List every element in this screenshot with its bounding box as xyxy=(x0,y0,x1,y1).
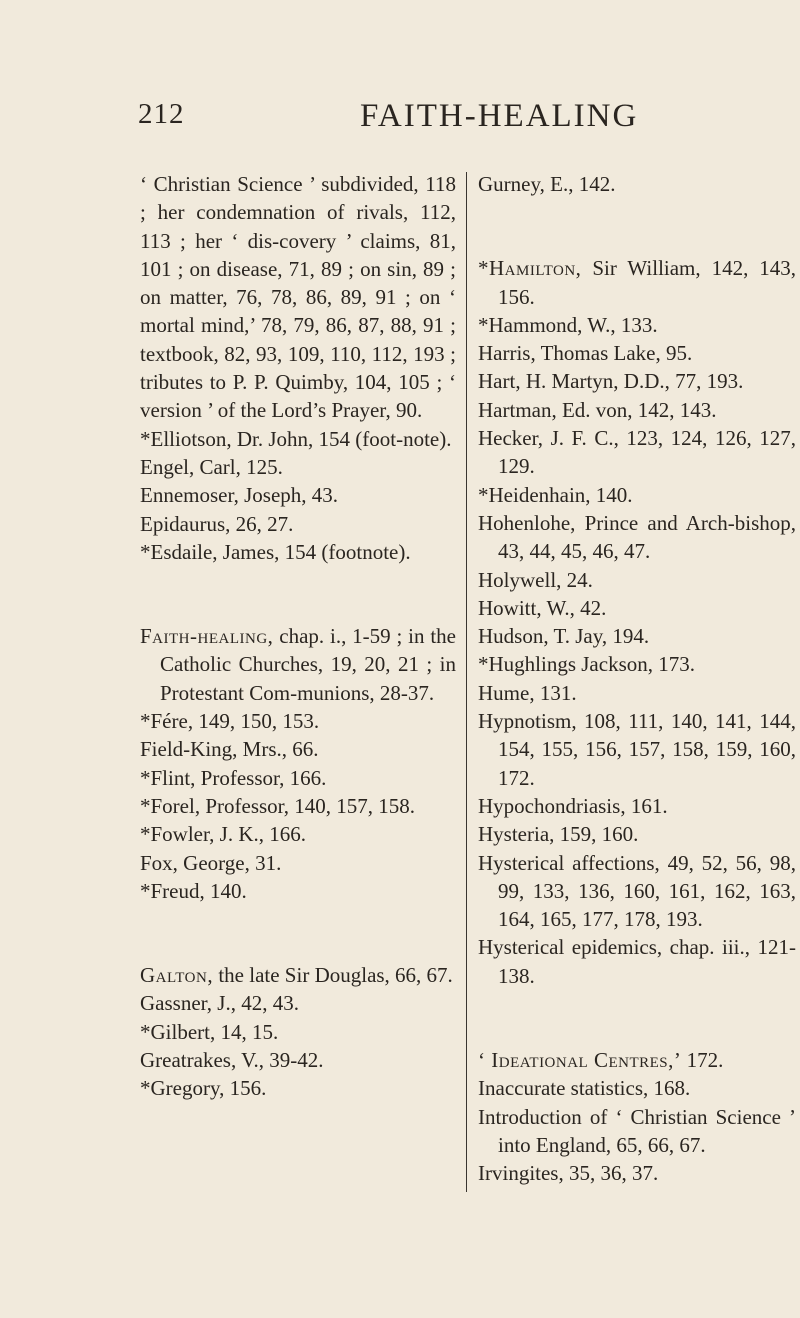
index-entry-text: Hecker, J. F. C., 123, 124, 126, 127, 129. xyxy=(478,426,796,479)
index-entry xyxy=(140,849,456,877)
index-entry-text: ‘ Christian Science ’ subdivided, 118 ; her condemnation of rivals, 112, 113 ; her ‘ dis-covery ’ claims, 81, 101 ; on disease, 71, 89 ; on sin, 89 ; on matter, 76, 78, 86, 89, 91 ; on ‘ mortal mind,’ 78, 79, 86, 87, 88, 91 ; textbook, 82, 93, 109, 110, 112, 193 ; tributes to P. P. Quimby, 104, 105 ; ‘ version ’ of the Lord’s Prayer, 90. xyxy=(140,172,456,423)
index-entry xyxy=(140,425,456,453)
index-entry xyxy=(140,538,456,566)
index-entry xyxy=(478,566,796,594)
index-entry-text: Hysteria, 159, 160. xyxy=(478,822,639,847)
index-entry-text: Ennemoser, Joseph, 43. xyxy=(140,483,339,508)
index-entry-text: Harris, Thomas Lake, 95. xyxy=(478,341,693,366)
index-entry xyxy=(140,820,456,848)
index-entry-text: Gassner, J., 42, 43. xyxy=(140,991,299,1016)
index-entry xyxy=(478,594,796,622)
index-entry xyxy=(478,849,796,934)
index-column-right xyxy=(478,170,796,1188)
index-entry xyxy=(478,650,796,678)
index-entry xyxy=(478,679,796,707)
index-entry xyxy=(478,707,796,792)
index-entry-text: *Fowler, J. K., 166. xyxy=(140,822,306,847)
index-entry-text: *Hammond, W., 133. xyxy=(478,312,658,337)
index-entry-text: *Forel, Professor, 140, 157, 158. xyxy=(140,793,416,818)
index-entry-text: Hartman, Ed. von, 142, 143. xyxy=(478,397,717,422)
section-gap xyxy=(478,990,796,1046)
index-entry xyxy=(478,622,796,650)
index-entry-text: *Elliotson, Dr. John, 154 (foot-note). xyxy=(140,426,452,451)
index-entry-text: Hart, H. Martyn, D.D., 77, 193. xyxy=(478,369,744,394)
page-header xyxy=(0,98,800,138)
index-entry xyxy=(478,933,796,990)
index-entry xyxy=(140,453,456,481)
index-entry-text: Hudson, T. Jay, 194. xyxy=(478,624,650,649)
index-entry-text: *Flint, Professor, 166. xyxy=(140,765,327,790)
section-gap xyxy=(478,198,796,254)
index-entry-text: Hume, 131. xyxy=(478,680,577,705)
index-entry xyxy=(478,311,796,339)
index-entry xyxy=(478,509,796,566)
index-entry-text: Hysterical epidemics, chap. iii., 121-138. xyxy=(478,935,796,988)
running-title: FAITH-HEALING xyxy=(360,98,639,134)
index-entry-text: Hypochondriasis, 161. xyxy=(478,793,668,818)
index-entry xyxy=(140,1046,456,1074)
column-divider xyxy=(466,172,467,1192)
index-section-head-entry xyxy=(478,254,796,311)
index-entry-text: Hypnotism, 108, 111, 140, 141, 144, 154, 155, 156, 157, 158, 159, 160, 172. xyxy=(478,709,796,790)
index-entry xyxy=(478,396,796,424)
index-entry-text: *Freud, 140. xyxy=(140,878,247,903)
index-entry xyxy=(140,1074,456,1102)
index-entry xyxy=(478,481,796,509)
index-entry xyxy=(478,1103,796,1160)
index-entry-text: Epidaurus, 26, 27. xyxy=(140,511,294,536)
index-entry-text: *Heidenhain, 140. xyxy=(478,482,633,507)
index-entry xyxy=(140,510,456,538)
section-gap xyxy=(140,566,456,622)
index-entry-text: Inaccurate statistics, 168. xyxy=(478,1076,691,1101)
index-entry-text: *Hughlings Jackson, 173. xyxy=(478,652,695,677)
index-entry xyxy=(478,339,796,367)
index-entry xyxy=(140,989,456,1017)
index-entry-text: *Esdaile, James, 154 (footnote). xyxy=(140,539,411,564)
index-entry-text: Hohenlohe, Prince and Arch-bishop, 43, 44, 45, 46, 47. xyxy=(478,510,796,564)
index-entry xyxy=(140,170,456,425)
index-entry xyxy=(478,1159,796,1187)
index-entry-text: Sir William, 142, 143, 156. xyxy=(498,256,796,309)
index-entry xyxy=(140,764,456,792)
index-entry-text: Irvingites, 35, 36, 37. xyxy=(478,1161,659,1186)
index-entry-text: the late Sir Douglas, 66, 67. xyxy=(213,963,453,988)
index-entry-text: Gurney, E., 142. xyxy=(478,172,616,196)
index-entry-lead: Faith-healing, xyxy=(140,624,274,649)
index-entry-lead: ‘ Ideational Centres,’ xyxy=(478,1048,682,1073)
index-section-head-entry xyxy=(140,622,456,707)
index-entry xyxy=(478,1074,796,1102)
index-entry-lead: *Hamilton, xyxy=(478,256,582,281)
index-entry-text: Fox, George, 31. xyxy=(140,850,282,875)
index-entry-text: Greatrakes, V., 39-42. xyxy=(140,1048,324,1073)
index-column-left xyxy=(140,170,456,1103)
index-entry xyxy=(140,481,456,509)
page-number: 212 xyxy=(138,98,185,130)
index-entry xyxy=(140,877,456,905)
index-entry xyxy=(140,1018,456,1046)
index-entry-lead: Galton, xyxy=(140,963,214,988)
index-entry-text: Holywell, 24. xyxy=(478,567,593,592)
index-entry xyxy=(478,367,796,395)
index-section-head-entry xyxy=(140,961,456,989)
index-entry xyxy=(478,792,796,820)
index-entry-text: chap. i., 1-59 ; in the Catholic Churches, 19, 20, 21 ; in Protestant Com-munions, 28-37. xyxy=(160,624,456,705)
index-entry-text: Field-King, Mrs., 66. xyxy=(140,737,319,762)
index-entry-text: *Gregory, 156. xyxy=(140,1076,267,1101)
index-section-head-entry xyxy=(478,1046,796,1074)
index-entry-text: *Fére, 149, 150, 153. xyxy=(140,709,320,734)
index-entry xyxy=(478,820,796,848)
index-entry-text: Engel, Carl, 125. xyxy=(140,454,283,479)
index-entry xyxy=(478,424,796,481)
index-entry-text: Introduction of ‘ Christian Science ’ into England, 65, 66, 67. xyxy=(478,1104,796,1157)
index-entry-text: 172. xyxy=(681,1048,724,1073)
index-entry xyxy=(140,735,456,763)
index-entry-text: Howitt, W., 42. xyxy=(478,595,607,620)
section-gap xyxy=(140,905,456,961)
index-entry xyxy=(140,707,456,735)
index-entry-text: Hysterical affections, 49, 52, 56, 98, 99, 133, 136, 160, 161, 162, 163, 164, 165, 177, 178, 193. xyxy=(478,850,796,932)
index-entry xyxy=(140,792,456,820)
index-entry xyxy=(478,170,796,198)
index-entry-text: *Gilbert, 14, 15. xyxy=(140,1019,279,1044)
